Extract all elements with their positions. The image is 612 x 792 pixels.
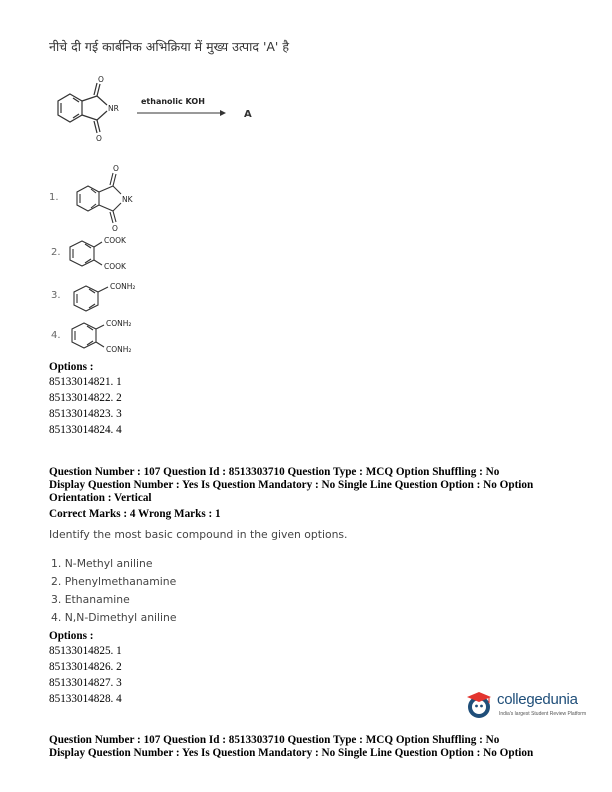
choice-3-structure: [66, 278, 156, 316]
question-meta-line: Display Question Number : Yes Is Question Mandatory : No Single Line Question Option : No Option: [49, 747, 534, 759]
option-code: 85133014826. 2: [49, 661, 122, 673]
option-code: 85133014825. 1: [49, 645, 122, 657]
choice-1-structure: [70, 162, 150, 232]
question-meta-line: Question Number : 107 Question Id : 8513303710 Question Type : MCQ Option Shuffling : No: [49, 466, 500, 478]
choice-4-group-bottom: CONH₂: [106, 345, 132, 354]
option-code: 85133014828. 4: [49, 693, 122, 705]
question-3-meta: [49, 734, 589, 760]
question-meta-line: Question Number : 107 Question Id : 8513303710 Question Type : MCQ Option Shuffling : No: [49, 734, 500, 746]
choice-4-number: 4.: [51, 330, 61, 341]
svg-text:O: O: [96, 134, 102, 143]
question-2-meta: [49, 466, 589, 521]
logo-tagline: India's largest Student Review Platform: [499, 711, 587, 717]
question-1-options: [49, 361, 122, 440]
question-2-choices: [51, 557, 177, 629]
choice-3-group: CONH₂: [110, 282, 136, 291]
option-code: 85133014824. 4: [49, 424, 122, 436]
question-1-text: नीचे दी गई कार्बनिक अभिक्रिया में मुख्य उत्पाद 'A' है: [49, 39, 289, 54]
option-code: 85133014827. 3: [49, 677, 122, 689]
graduation-cap-icon: [465, 690, 495, 720]
svg-text:O: O: [113, 164, 119, 173]
svg-text:O: O: [98, 75, 104, 84]
reagent-label: ethanolic KOH: [141, 97, 205, 106]
logo-name: collegedunia: [497, 691, 578, 708]
choice-2-group-top: COOK: [104, 236, 126, 245]
choice-2-structure: [64, 232, 154, 274]
reactant-structure: [58, 83, 107, 133]
choice-2-group-bottom: COOK: [104, 262, 126, 271]
question-meta-line: Orientation : Vertical: [49, 492, 152, 504]
question-meta-line: Display Question Number : Yes Is Question Mandatory : No Single Line Question Option : No Option: [49, 479, 534, 491]
list-item: 4. N,N-Dimethyl aniline: [51, 611, 177, 624]
option-code: 85133014821. 1: [49, 376, 122, 388]
question-2-options: [49, 630, 122, 709]
marks-line: Correct Marks : 4 Wrong Marks : 1: [49, 508, 221, 520]
options-label: Options :: [49, 630, 94, 642]
svg-text:O: O: [112, 224, 118, 232]
choice-4-group-top: CONH₂: [106, 319, 132, 328]
choice-3-number: 3.: [51, 290, 61, 301]
collegedunia-logo: [465, 688, 595, 724]
list-item: 2. Phenylmethanamine: [51, 575, 177, 588]
reaction-scheme: [45, 72, 275, 152]
list-item: 1. N-Methyl aniline: [51, 557, 153, 570]
question-2-text: Identify the most basic compound in the given options.: [49, 528, 348, 541]
options-label: Options :: [49, 361, 94, 373]
product-label: A: [244, 109, 252, 120]
choice-4-structure: [64, 314, 154, 358]
reactant-group-label: NR: [108, 104, 119, 113]
choice-1-number: 1.: [49, 192, 59, 203]
option-code: 85133014823. 3: [49, 408, 122, 420]
choice-1-group: NK: [122, 195, 133, 204]
option-code: 85133014822. 2: [49, 392, 122, 404]
list-item: 3. Ethanamine: [51, 593, 130, 606]
choice-2-number: 2.: [51, 247, 61, 258]
